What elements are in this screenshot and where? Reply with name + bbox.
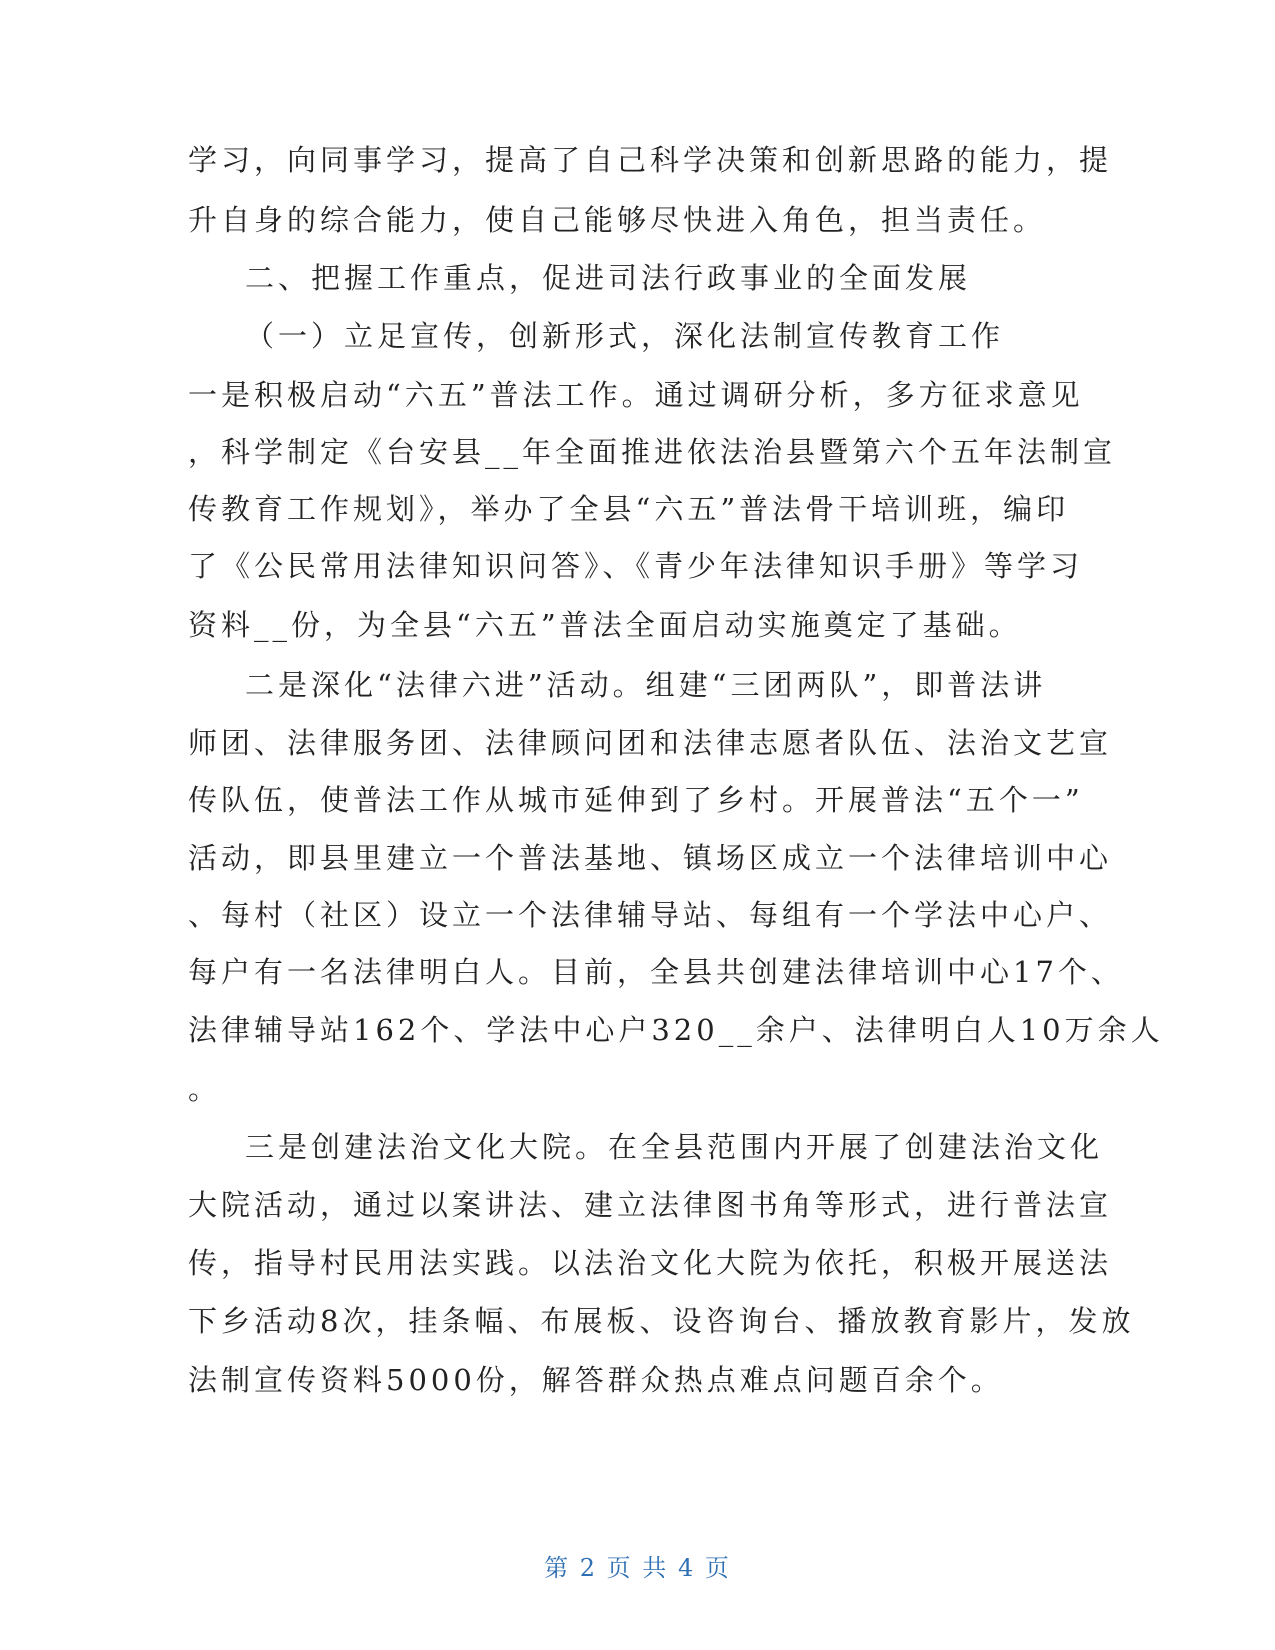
text-line-8: 了《公民常用法律知识问答》、《青少年法律知识手册》等学习 bbox=[188, 549, 1084, 583]
subsection-heading-1: （一）立足宣传，创新形式，深化法制宣传教育工作 bbox=[245, 319, 1005, 353]
text-line-10: 二是深化“法律六进”活动。组建“三团两队”，即普法讲 bbox=[245, 668, 1047, 702]
text-line-2: 升自身的综合能力，使自己能够尽快进入角色，担当责任。 bbox=[188, 203, 1047, 237]
text-line-22: 法制宣传资料5000份，解答群众热点难点问题百余个。 bbox=[188, 1363, 1004, 1397]
text-line-1: 学习，向同事学习，提高了自己科学决策和创新思路的能力，提 bbox=[188, 143, 1113, 177]
text-line-13: 活动，即县里建立一个普法基地、镇场区成立一个法律培训中心 bbox=[188, 841, 1113, 875]
text-line-12: 传队伍，使普法工作从城市延伸到了乡村。开展普法“五个一” bbox=[188, 783, 1084, 817]
text-line-17: 。 bbox=[188, 1072, 222, 1106]
text-line-9: 资料__份，为全县“六五”普法全面启动实施奠定了基础。 bbox=[188, 608, 1022, 642]
text-line-5: 一是积极启动“六五”普法工作。通过调研分析，多方征求意见 bbox=[188, 378, 1084, 412]
text-line-15: 每户有一名法律明白人。目前，全县共创建法律培训中心17个、 bbox=[188, 955, 1124, 989]
text-line-18: 三是创建法治文化大院。在全县范围内开展了创建法治文化 bbox=[245, 1130, 1104, 1164]
section-heading-2: 二、把握工作重点，促进司法行政事业的全面发展 bbox=[245, 261, 972, 295]
text-line-16: 法律辅导站162个、学法中心户320__余户、法律明白人10万余人 bbox=[188, 1013, 1164, 1047]
text-line-14: 、每村（社区）设立一个法律辅导站、每组有一个学法中心户、 bbox=[188, 898, 1113, 932]
page-number-footer: 第 2 页 共 4 页 bbox=[544, 1554, 731, 1582]
text-line-6: ，科学制定《台安县__年全面推进依法治县暨第六个五年法制宣 bbox=[188, 435, 1117, 469]
text-line-20: 传，指导村民用法实践。以法治文化大院为依托，积极开展送法 bbox=[188, 1246, 1113, 1280]
text-line-11: 师团、法律服务团、法律顾问团和法律志愿者队伍、法治文艺宣 bbox=[188, 726, 1113, 760]
text-line-7: 传教育工作规划》，举办了全县“六五”普法骨干培训班，编印 bbox=[188, 492, 1070, 526]
text-line-21: 下乡活动8次，挂条幅、布展板、设咨询台、播放教育影片，发放 bbox=[188, 1304, 1135, 1338]
text-line-19: 大院活动，通过以案讲法、建立法律图书角等形式，进行普法宣 bbox=[188, 1188, 1113, 1222]
